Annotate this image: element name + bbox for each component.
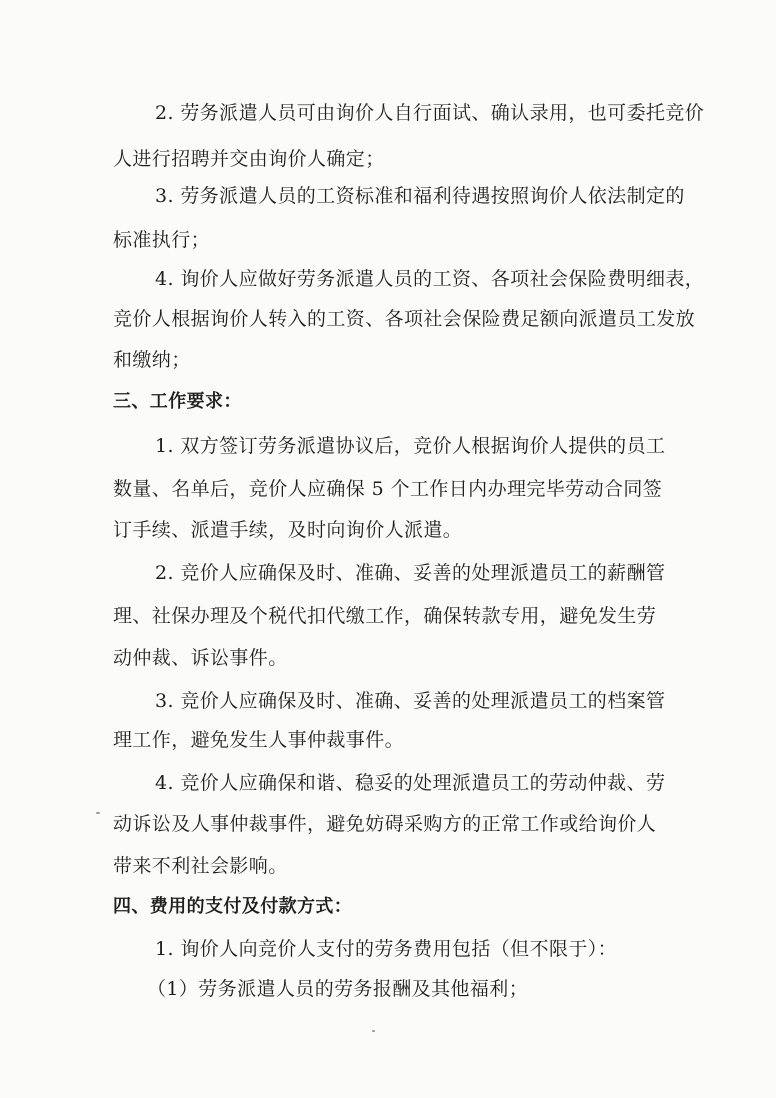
line-text: （1）劳务派遣人员的劳务报酬及其他福利；	[147, 978, 529, 1000]
scan-mark	[372, 1030, 375, 1032]
line-text: 2. 竞价人应确保及时、准确、妥善的处理派遣员工的薪酬管	[155, 562, 666, 584]
scan-mark	[96, 812, 100, 814]
line-text: 和缴纳；	[113, 349, 191, 371]
line-text: 2. 劳务派遣人员可由询价人自行面试、确认录用，也可委托竞价	[155, 102, 705, 124]
line-text: 数量、名单后，竞价人应确保 5 个工作日内办理完毕劳动合同签	[113, 478, 663, 500]
line-text: 订手续、派遣手续，及时向询价人派遣。	[113, 519, 463, 541]
line-text: 理工作，避免发生人事仲裁事件。	[113, 729, 405, 751]
line-text: 4. 询价人应做好劳务派遣人员的工资、各项社会保险费明细表，	[155, 268, 705, 290]
heading-text: 四、费用的支付及付款方式：	[113, 896, 353, 917]
line-text: 标准执行；	[113, 229, 211, 251]
line-text: 1. 询价人向竞价人支付的劳务费用包括（但不限于）：	[155, 938, 618, 960]
line-text: 竞价人根据询价人转入的工资、各项社会保险费足额向派遣员工发放	[113, 308, 696, 330]
line-text: 动诉讼及人事仲裁事件，避免妨碍采购方的正常工作或给询价人	[113, 813, 657, 835]
line-text: 带来不利社会影响。	[113, 855, 288, 877]
line-text: 1. 双方签订劳务派遣协议后，竞价人根据询价人提供的员工	[155, 435, 666, 457]
heading-text: 三、工作要求：	[113, 391, 242, 412]
line-text: 4. 竞价人应确保和谐、稳妥的处理派遣员工的劳动仲裁、劳	[155, 772, 666, 794]
line-text: 3. 劳务派遣人员的工资标准和福利待遇按照询价人依法制定的	[155, 185, 685, 207]
line-text: 3. 竞价人应确保及时、准确、妥善的处理派遣员工的档案管	[155, 690, 666, 712]
line-text: 理、社保办理及个税代扣代缴工作，确保转款专用，避免发生劳	[113, 605, 657, 627]
line-text: 动仲裁、诉讼事件。	[113, 647, 288, 669]
line-text: 人进行招聘并交由询价人确定；	[113, 148, 385, 170]
